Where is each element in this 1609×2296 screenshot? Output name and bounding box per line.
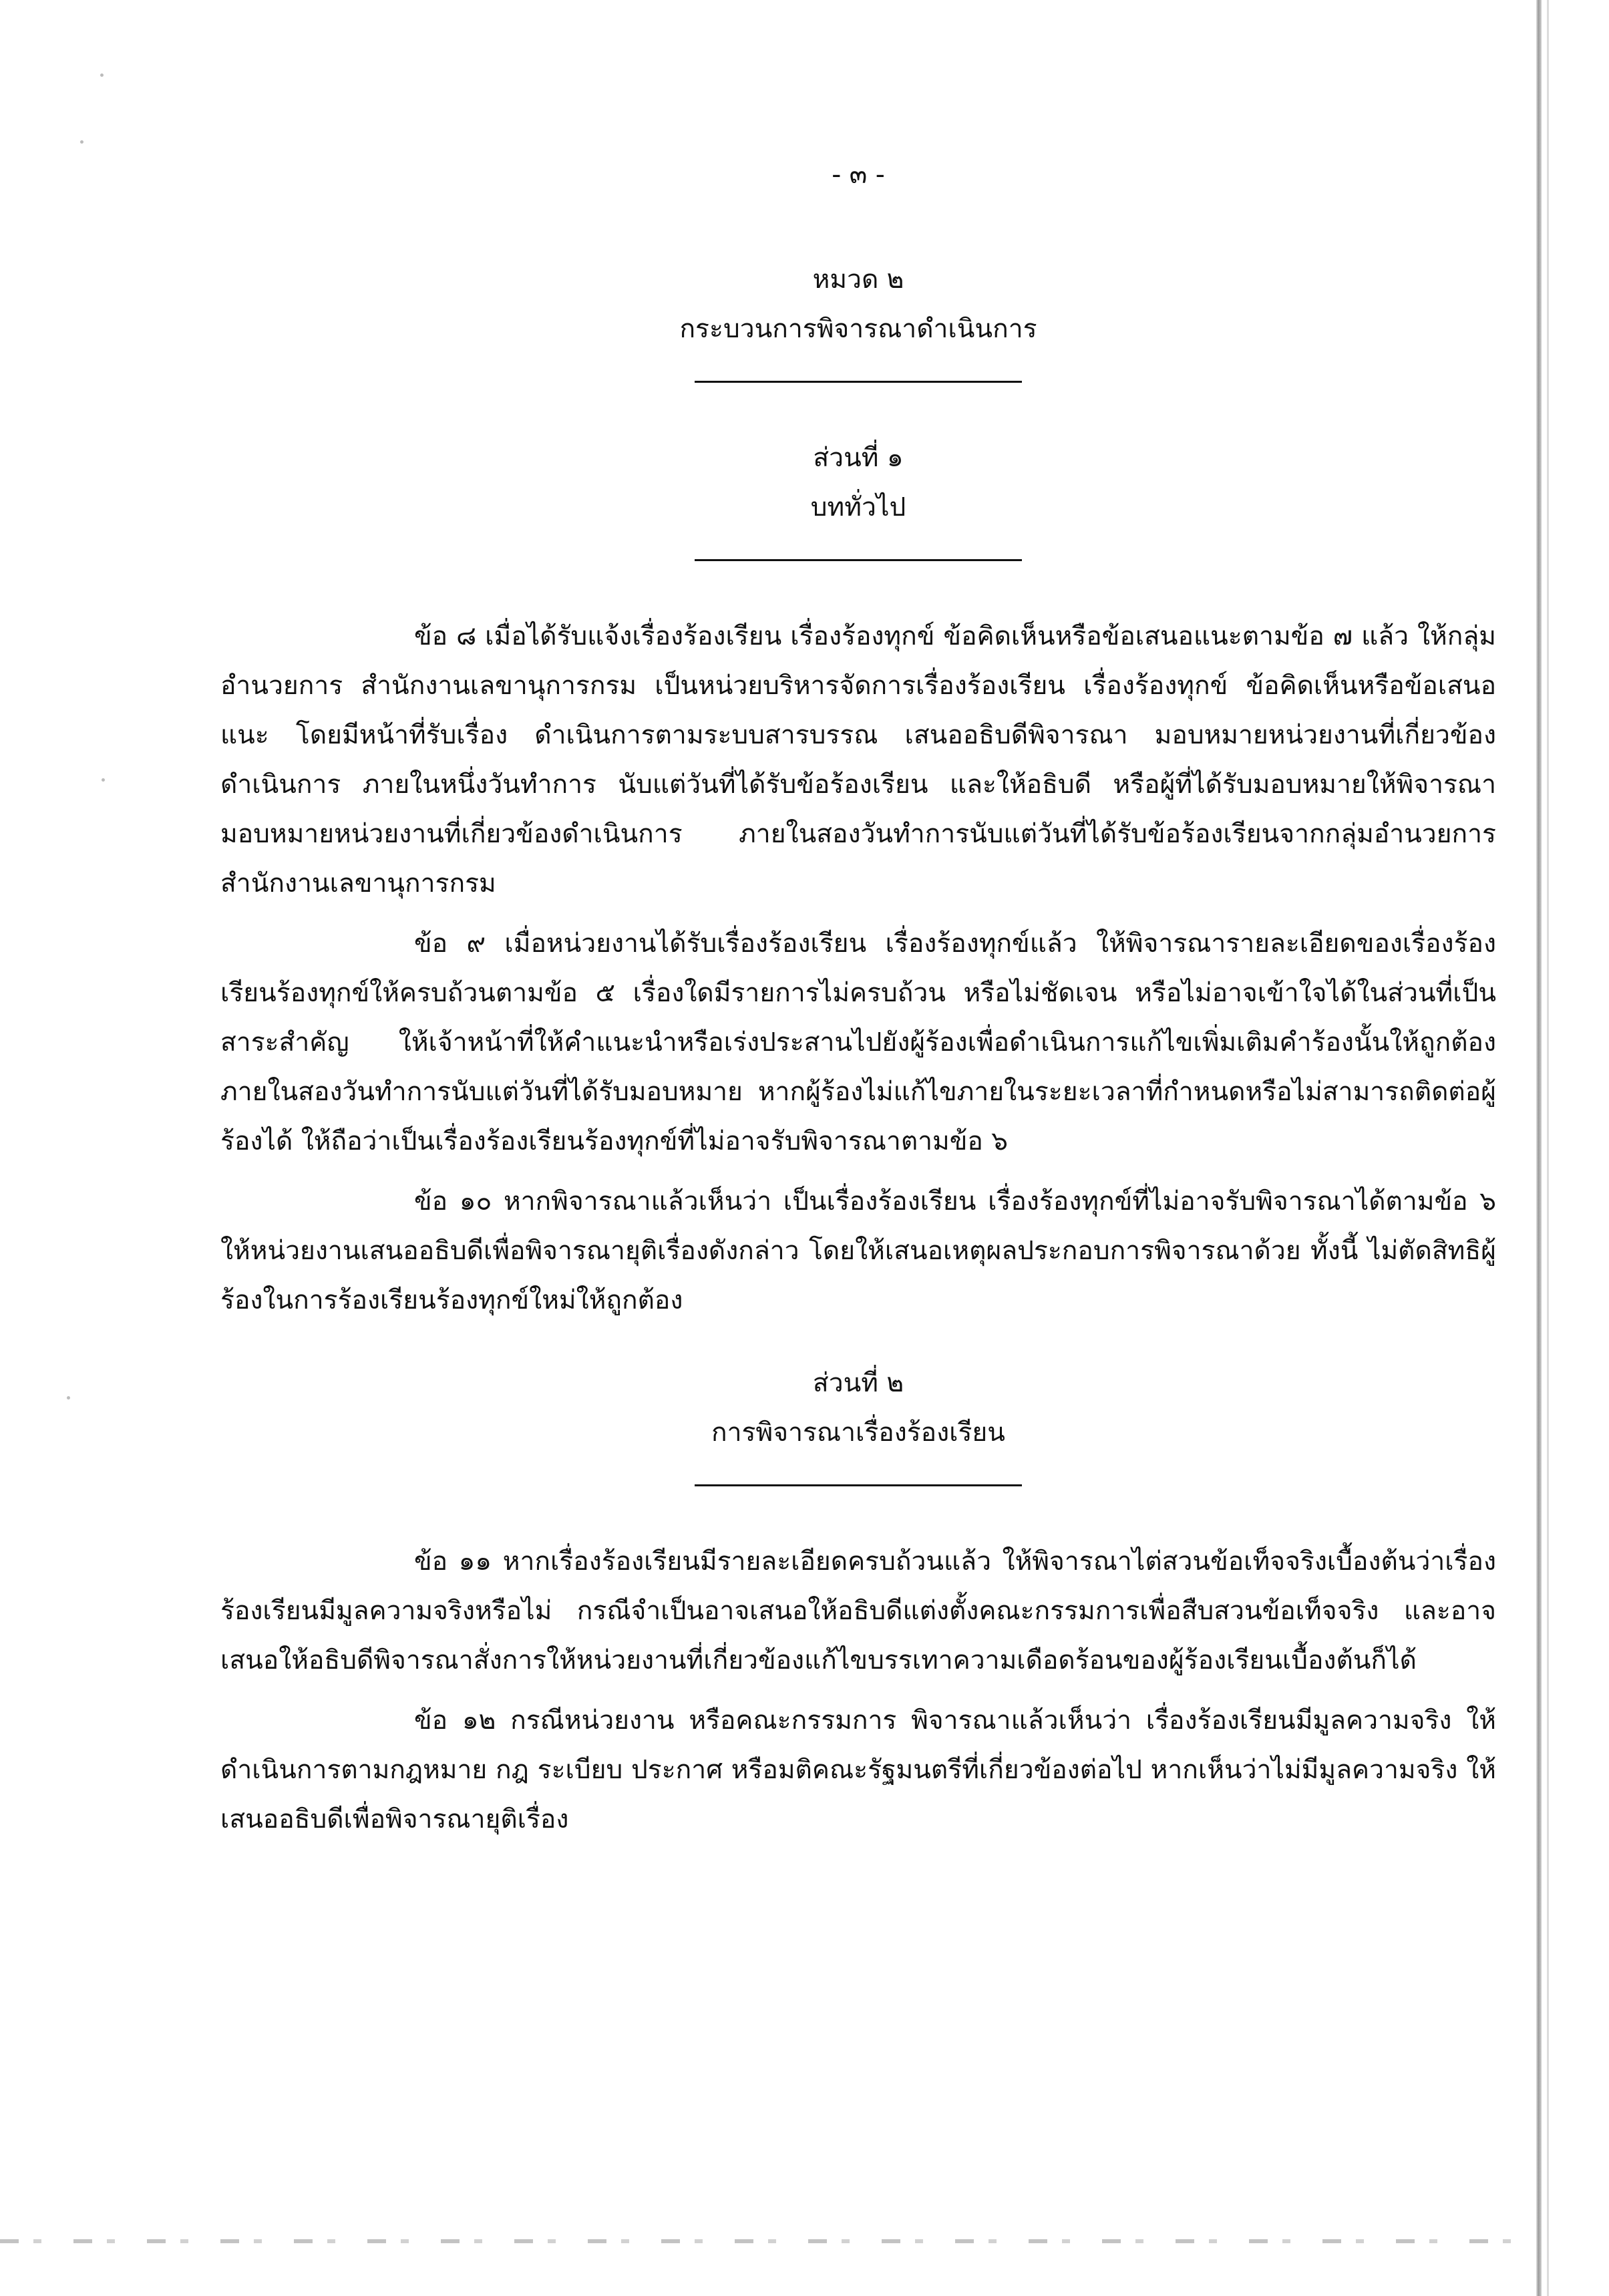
clause-12: ข้อ ๑๒ กรณีหน่วยงาน หรือคณะกรรมการ พิจารณาแล้วเห็นว่า เรื่องร้องเรียนมีมูลความจริง ให้ดำเนินการตามกฎหมาย กฎ ระเบียบ ประกาศ หรือมติคณะรัฐมนตรีที่เกี่ยวข้องต่อไป หากเห็นว่าไม่มีมูลความจริง ให้เสนออธิบดีเพื่อพิจารณายุติเรื่อง xyxy=(220,1705,1496,1834)
scan-speck xyxy=(102,778,105,782)
page-edge-line xyxy=(1547,0,1549,2296)
clause-11: ข้อ ๑๑ หากเรื่องร้องเรียนมีรายละเอียดครบถ้วนแล้ว ให้พิจารณาไต่สวนข้อเท็จจริงเบื้องต้นว่าเรื่องร้องเรียนมีมูลความจริงหรือไม่ กรณีจำเป็นอาจเสนอให้อธิบดีแต่งตั้งคณะกรรมการเพื่อสืบสวนข้อเท็จจริง และอาจเสนอให้อธิบดีพิจารณาสั่งการให้หน่วยงานที่เกี่ยวข้องแก้ไขบรรเทาความเดือดร้อนของผู้ร้องเรียนเบื้องต้นก็ได้ xyxy=(220,1546,1496,1675)
clause-9: ข้อ ๙ เมื่อหน่วยงานได้รับเรื่องร้องเรียน เรื่องร้องทุกข์แล้ว ให้พิจารณารายละเอียดของเรื่องร้องเรียนร้องทุกข์ให้ครบถ้วนตามข้อ ๕ เรื่องใดมีรายการไม่ครบถ้วน หรือไม่ชัดเจน หรือไม่อาจเข้าใจได้ในส่วนที่เป็นสาระสำคัญ ให้เจ้าหน้าที่ให้คำแนะนำหรือเร่งประสานไปยังผู้ร้องเพื่อดำเนินการแก้ไขเพิ่มเติมคำร้องนั้นให้ถูกต้อง ภายในสองวันทำการนับแต่วันที่ได้รับมอบหมาย หากผู้ร้องไม่แก้ไขภายในระยะเวลาที่กำหนดหรือไม่สามารถติดต่อผู้ร้องได้ ให้ถือว่าเป็นเรื่องร้องเรียนร้องทุกข์ที่ไม่อาจรับพิจารณาตามข้อ ๖ xyxy=(220,929,1496,1156)
page-number: - ๓ - xyxy=(832,160,885,190)
section-divider xyxy=(695,1484,1022,1486)
chapter-title: กระบวนการพิจารณาดำเนินการ xyxy=(679,314,1037,344)
part2-label: ส่วนที่ ๒ xyxy=(812,1368,904,1398)
page-edge-shadow xyxy=(1536,0,1542,2296)
section-divider xyxy=(695,559,1022,561)
scan-speck xyxy=(67,1396,70,1400)
part1-label: ส่วนที่ ๑ xyxy=(813,443,904,473)
document-body xyxy=(220,154,1496,1855)
section-divider xyxy=(695,381,1022,383)
chapter-label: หมวด ๒ xyxy=(812,265,904,295)
scan-speck xyxy=(80,140,83,144)
clause-8: ข้อ ๘ เมื่อได้รับแจ้งเรื่องร้องเรียน เรื่องร้องทุกข์ ข้อคิดเห็นหรือข้อเสนอแนะตามข้อ ๗ แล้ว ให้กลุ่มอำนวยการ สำนักงานเลขานุการกรม เป็นหน่วยบริหารจัดการเรื่องร้องเรียน เรื่องร้องทุกข์ ข้อคิดเห็นหรือข้อเสนอแนะ โดยมีหน้าที่รับเรื่อง ดำเนินการตามระบบสารบรรณ เสนออธิบดีพิจารณา มอบหมายหน่วยงานที่เกี่ยวข้องดำเนินการ ภายในหนึ่งวันทำการ นับแต่วันที่ได้รับข้อร้องเรียน และให้อธิบดี หรือผู้ที่ได้รับมอบหมายให้พิจารณา มอบหมายหน่วยงานที่เกี่ยวข้องดำเนินการ ภายในสองวันทำการนับแต่วันที่ได้รับข้อร้องเรียนจากกลุ่มอำนวยการ สำนักงานเลขานุการกรม xyxy=(220,621,1496,898)
part1-title: บททั่วไป xyxy=(810,492,906,522)
clause-10: ข้อ ๑๐ หากพิจารณาแล้วเห็นว่า เป็นเรื่องร้องเรียน เรื่องร้องทุกข์ที่ไม่อาจรับพิจารณาได้ตามข้อ ๖ ให้หน่วยงานเสนออธิบดีเพื่อพิจารณายุติเรื่องดังกล่าว โดยให้เสนอเหตุผลประกอบการพิจารณาด้วย ทั้งนี้ ไม่ตัดสิทธิผู้ร้องในการร้องเรียนร้องทุกข์ใหม่ให้ถูกต้อง xyxy=(220,1186,1496,1315)
scan-noise-strip xyxy=(0,2239,1536,2243)
part2-title: การพิจารณาเรื่องร้องเรียน xyxy=(711,1418,1005,1448)
section-gap xyxy=(220,1336,1496,1359)
scan-speck xyxy=(100,73,104,77)
